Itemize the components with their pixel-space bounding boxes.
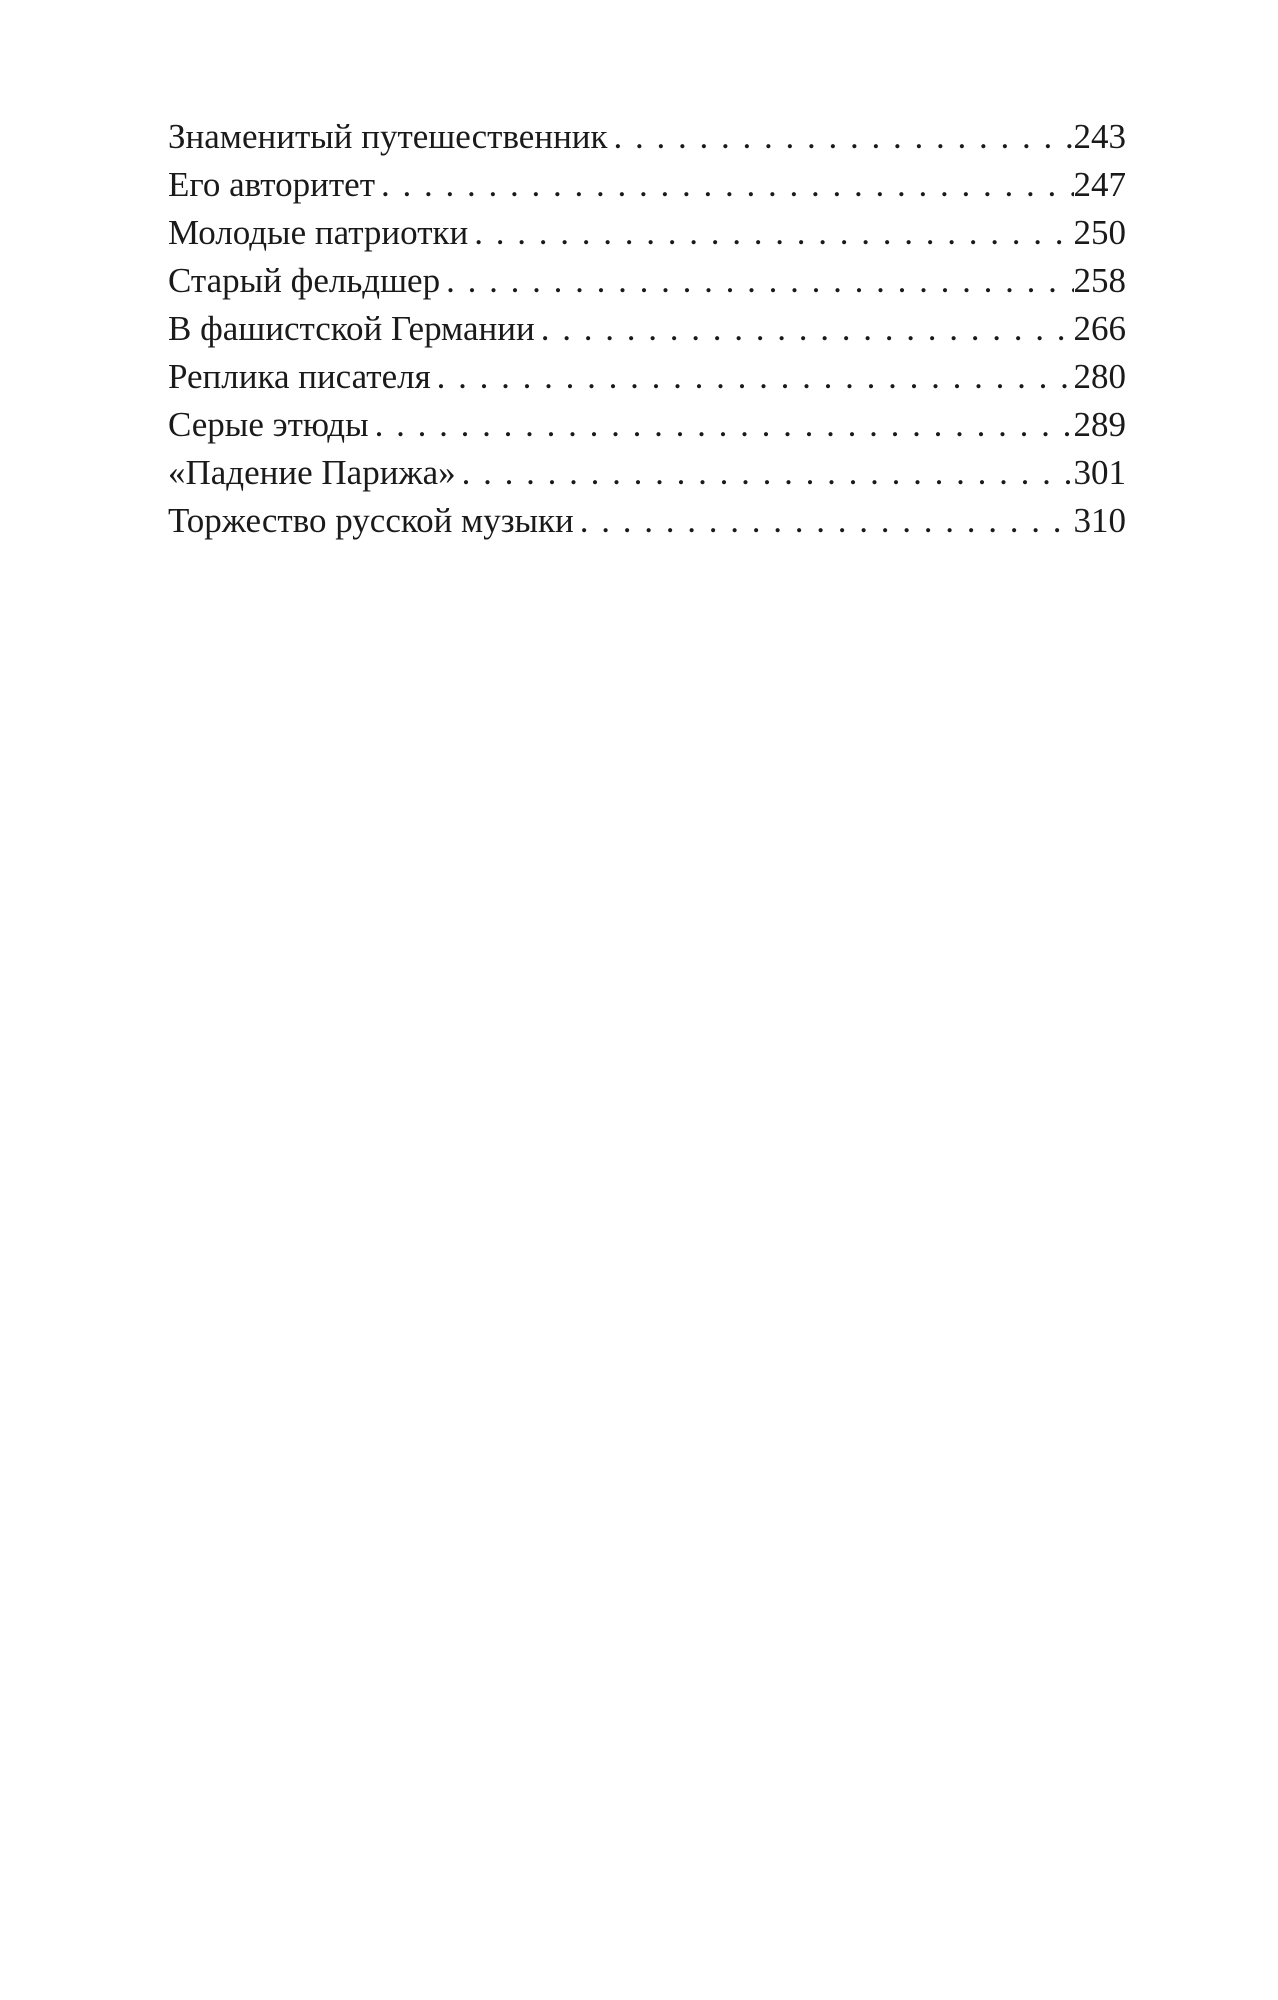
toc-entry-page: 250 xyxy=(1073,213,1126,252)
toc-entry-title: Молодые патриотки xyxy=(168,213,469,252)
toc-entry[interactable] xyxy=(168,353,1126,401)
toc-entry-title: Торжество русской музыки xyxy=(168,501,574,540)
toc-entry[interactable] xyxy=(168,401,1126,449)
toc-entry-title: «Падение Парижа» xyxy=(168,453,456,492)
toc-entry-page: 280 xyxy=(1073,357,1126,396)
dot-leader xyxy=(375,161,1074,209)
toc-entry-title: Старый фельдшер xyxy=(168,261,441,300)
dot-leader xyxy=(535,305,1074,353)
dot-leader xyxy=(440,257,1073,305)
toc-entry-page: 310 xyxy=(1073,501,1126,540)
toc-entry-page: 243 xyxy=(1073,117,1126,156)
dot-leader xyxy=(456,449,1074,497)
toc-entry[interactable] xyxy=(168,113,1126,161)
dot-leader xyxy=(468,209,1073,257)
table-of-contents xyxy=(168,113,1126,545)
toc-entry-title: Его авторитет xyxy=(168,165,375,204)
dot-leader xyxy=(431,353,1074,401)
dot-leader xyxy=(369,401,1074,449)
toc-entry-title: Серые этюды xyxy=(168,405,369,444)
toc-entry[interactable] xyxy=(168,161,1126,209)
toc-entry-page: 258 xyxy=(1073,261,1126,300)
toc-entry-title: В фашистской Германии xyxy=(168,309,535,348)
toc-entry-title: Реплика писателя xyxy=(168,357,431,396)
toc-entry-page: 266 xyxy=(1073,309,1126,348)
dot-leader xyxy=(574,497,1074,545)
toc-entry-title: Знаменитый путешественник xyxy=(168,117,608,156)
toc-entry[interactable] xyxy=(168,449,1126,497)
toc-entry-page: 289 xyxy=(1073,405,1126,444)
toc-entry[interactable] xyxy=(168,497,1126,545)
toc-entry[interactable] xyxy=(168,305,1126,353)
dot-leader xyxy=(608,113,1074,161)
toc-entry-page: 301 xyxy=(1073,453,1126,492)
toc-entry[interactable] xyxy=(168,209,1126,257)
toc-entry-page: 247 xyxy=(1073,165,1126,204)
toc-entry[interactable] xyxy=(168,257,1126,305)
